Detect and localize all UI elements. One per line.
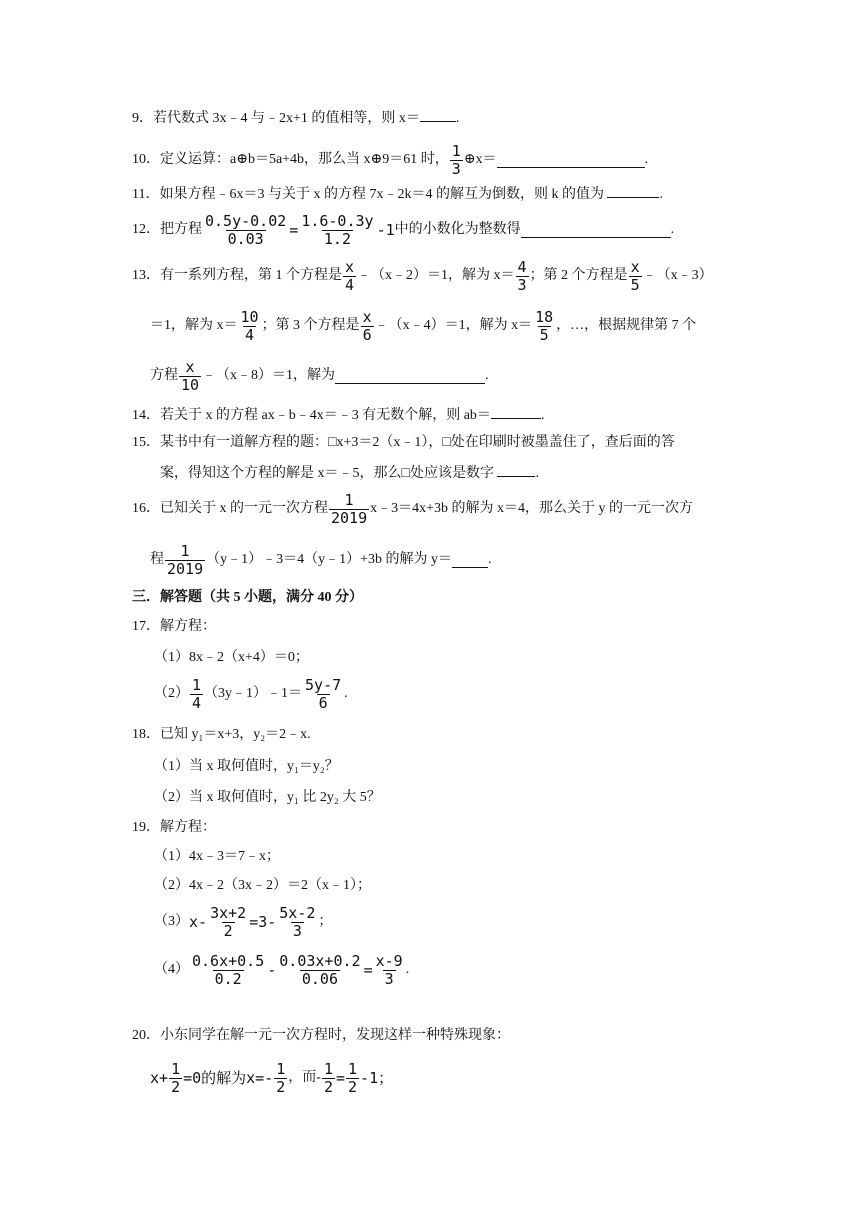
answer-blank[interactable] <box>497 462 535 477</box>
math-term: -1 <box>376 221 395 239</box>
question-text: 案，得知这个方程的解是 x＝﹣5，那么□处应该是数字 <box>160 466 498 481</box>
question-text: ﹣（x﹣3） <box>642 268 713 283</box>
question-10 <box>132 142 648 178</box>
fraction: $\frac{1}{3}$ <box>451 141 461 178</box>
question-text: 解方程： <box>160 820 216 835</box>
question-text: 已知 y₁＝x+3，y₂＝2﹣x. <box>160 727 311 742</box>
fraction: $\frac{1}{2}$ <box>348 1059 358 1096</box>
answer-blank[interactable] <box>452 553 488 568</box>
question-11 <box>132 183 663 205</box>
question-13-line-2 <box>150 306 696 346</box>
answer-blank[interactable] <box>420 107 456 122</box>
question-number: 15． <box>132 435 160 450</box>
question-20-example <box>150 1056 393 1100</box>
fraction: $\frac{0.6x+0.5}{0.2}$ <box>192 951 265 988</box>
question-text: 程 <box>150 552 164 567</box>
question-13-line-3 <box>150 356 489 396</box>
punctuation: . <box>485 368 489 383</box>
part-label: （4） <box>154 962 189 977</box>
question-text: ﹣（x﹣2）＝1，解为 x＝ <box>357 268 515 283</box>
question-text: ；第 3 个方程是 <box>261 318 360 333</box>
question-15-line-2 <box>160 462 539 484</box>
question-17 <box>132 617 216 637</box>
fraction: $\frac{x}{5}$ <box>630 257 640 294</box>
answer-blank[interactable] <box>491 404 541 419</box>
fraction: $\frac{x-9}{3}$ <box>375 951 403 988</box>
question-14 <box>132 404 544 426</box>
question-text: ﹣（x﹣8）＝1，解为 <box>202 368 336 383</box>
question-number: 17． <box>132 619 160 634</box>
question-text: 小东同学在解一元一次方程时，发现这样一种特殊现象： <box>160 1028 510 1043</box>
question-19-part-4 <box>128 948 409 992</box>
fraction: $\frac{18}{5}$ <box>535 307 554 344</box>
fraction: $\frac{x}{4}$ <box>345 257 355 294</box>
math-term: = <box>335 1069 346 1087</box>
question-number: 18． <box>132 727 160 742</box>
question-text: 方程 <box>150 368 178 383</box>
question-19 <box>132 818 216 838</box>
answer-blank[interactable] <box>521 223 671 238</box>
fraction: $\frac{1}{2019}$ <box>331 490 368 527</box>
punctuation: . <box>455 111 460 126</box>
punctuation: . <box>644 152 649 167</box>
punctuation: . <box>535 466 539 481</box>
math-term: x+ <box>150 1069 169 1087</box>
question-text: ＝1，解为 x＝ <box>150 318 238 333</box>
question-18 <box>132 725 311 745</box>
question-text: ⊕x＝ <box>463 152 497 167</box>
question-number: 11． <box>132 187 160 202</box>
question-text: ；第 2 个方程是 <box>529 268 628 283</box>
question-15 <box>132 433 675 453</box>
punctuation: . <box>488 552 492 567</box>
fraction: $\frac{1}{4}$ <box>192 675 202 712</box>
fraction: $\frac{10}{4}$ <box>240 307 259 344</box>
question-19-part-1: （1）4x﹣3＝7﹣x； <box>154 849 280 864</box>
question-text: x﹣3＝4x+3b 的解为 x＝4，那么关于 y 的一元一次方 <box>370 501 694 516</box>
question-text: 若关于 x 的方程 ax﹣b﹣4x＝﹣3 有无数个解，则 ab＝ <box>160 408 491 423</box>
math-term: x- <box>189 913 208 931</box>
fraction: $\frac{1}{2}$ <box>171 1059 181 1096</box>
question-number: 19． <box>132 820 160 835</box>
question-text: 定义运算：a⊕b＝5a+4b，那么当 x⊕9＝61 时， <box>160 152 449 167</box>
question-12 <box>132 210 674 250</box>
question-20 <box>132 1026 510 1046</box>
question-17-part-2 <box>128 672 348 716</box>
question-17-part-1: （1）8x﹣2（x+4）＝0； <box>154 650 309 665</box>
section-heading: 三．解答题（共 5 小题，满分 40 分） <box>132 590 363 605</box>
punctuation: . <box>659 187 663 202</box>
question-18-part-1: （1）当 x 取何值时，y₁＝y₂？ <box>154 759 339 774</box>
question-text: 已知关于 x 的一元一次方程 <box>160 501 328 516</box>
question-number: 9． <box>132 111 153 126</box>
question-text: ，…，根据规律第 7 个 <box>556 318 697 333</box>
punctuation: . <box>405 962 410 977</box>
question-13 <box>132 256 713 296</box>
equals-sign: = <box>289 221 299 239</box>
question-text: 若代数式 3x﹣4 与﹣2x+1 的值相等，则 x＝ <box>153 111 420 126</box>
fraction: $\frac{1}{2}$ <box>276 1059 286 1096</box>
fraction: $\frac{5y-7}{6}$ <box>305 675 342 712</box>
part-label: （3） <box>154 914 189 929</box>
fraction: $\frac{1.6-0.3y}{1.2}$ <box>301 211 374 248</box>
question-16 <box>132 489 693 529</box>
question-text: 中的小数化为整数得 <box>394 222 521 237</box>
question-text: 有一系列方程，第 1 个方程是 <box>160 268 342 283</box>
fraction: $\frac{0.5y-0.02}{0.03}$ <box>205 211 287 248</box>
question-number: 12． <box>132 222 160 237</box>
question-text: 如果方程﹣6x＝3 与关于 x 的方程 7x﹣2k＝4 的解互为倒数，则 k 的值为 <box>159 187 608 202</box>
equation-text: （3y﹣1）﹣1＝ <box>204 686 303 701</box>
fraction: $\frac{3x+2}{2}$ <box>210 903 247 940</box>
math-term: =3- <box>249 913 277 931</box>
answer-blank[interactable] <box>335 369 485 384</box>
fraction: $\frac{0.03x+0.2}{0.06}$ <box>279 951 361 988</box>
answer-blank[interactable] <box>497 153 645 168</box>
punctuation: . <box>540 408 545 423</box>
fraction: $\frac{5x-2}{3}$ <box>279 903 316 940</box>
fraction: $\frac{x}{10}$ <box>181 357 200 394</box>
question-16-line-2 <box>150 540 492 580</box>
question-text: ，而- <box>288 1070 321 1085</box>
question-9 <box>132 107 459 129</box>
question-text: （y﹣1）﹣3＝4（y﹣1）+3b 的解为 y＝ <box>206 552 453 567</box>
fraction: $\frac{1}{2019}$ <box>167 541 204 578</box>
question-19-part-2: （2）4x﹣2（3x﹣2）＝2（x﹣1）； <box>154 878 371 893</box>
question-text: 把方程 <box>160 222 202 237</box>
answer-blank[interactable] <box>607 183 659 198</box>
question-text: 解方程： <box>160 619 216 634</box>
math-term: =0的解为 <box>183 1069 247 1087</box>
punctuation: . <box>344 686 348 701</box>
question-number: 16． <box>132 501 160 516</box>
fraction: $\frac{4}{3}$ <box>517 257 527 294</box>
question-18-part-2: （2）当 x 取何值时，y₁ 比 2y₂ 大 5？ <box>154 790 381 805</box>
math-term: -1； <box>360 1069 394 1087</box>
question-text: ﹣（x﹣4）＝1，解为 x＝ <box>374 318 533 333</box>
math-term: = <box>363 961 373 979</box>
question-number: 13． <box>132 268 160 283</box>
punctuation: ； <box>318 914 333 929</box>
question-text: 某书中有一道解方程的题：□x+3＝2（x﹣1），□处在印刷时被墨盖住了，查后面的答 <box>160 435 675 450</box>
part-label: （2） <box>154 686 189 701</box>
fraction: $\frac{1}{2}$ <box>323 1059 333 1096</box>
math-term: - <box>267 961 277 979</box>
question-number: 14． <box>132 408 160 423</box>
punctuation: . <box>670 222 675 237</box>
question-number: 20． <box>132 1028 160 1043</box>
math-term: x=- <box>246 1069 274 1087</box>
question-19-part-3 <box>128 900 332 944</box>
question-number: 10． <box>132 152 160 167</box>
fraction: $\frac{x}{6}$ <box>362 307 372 344</box>
